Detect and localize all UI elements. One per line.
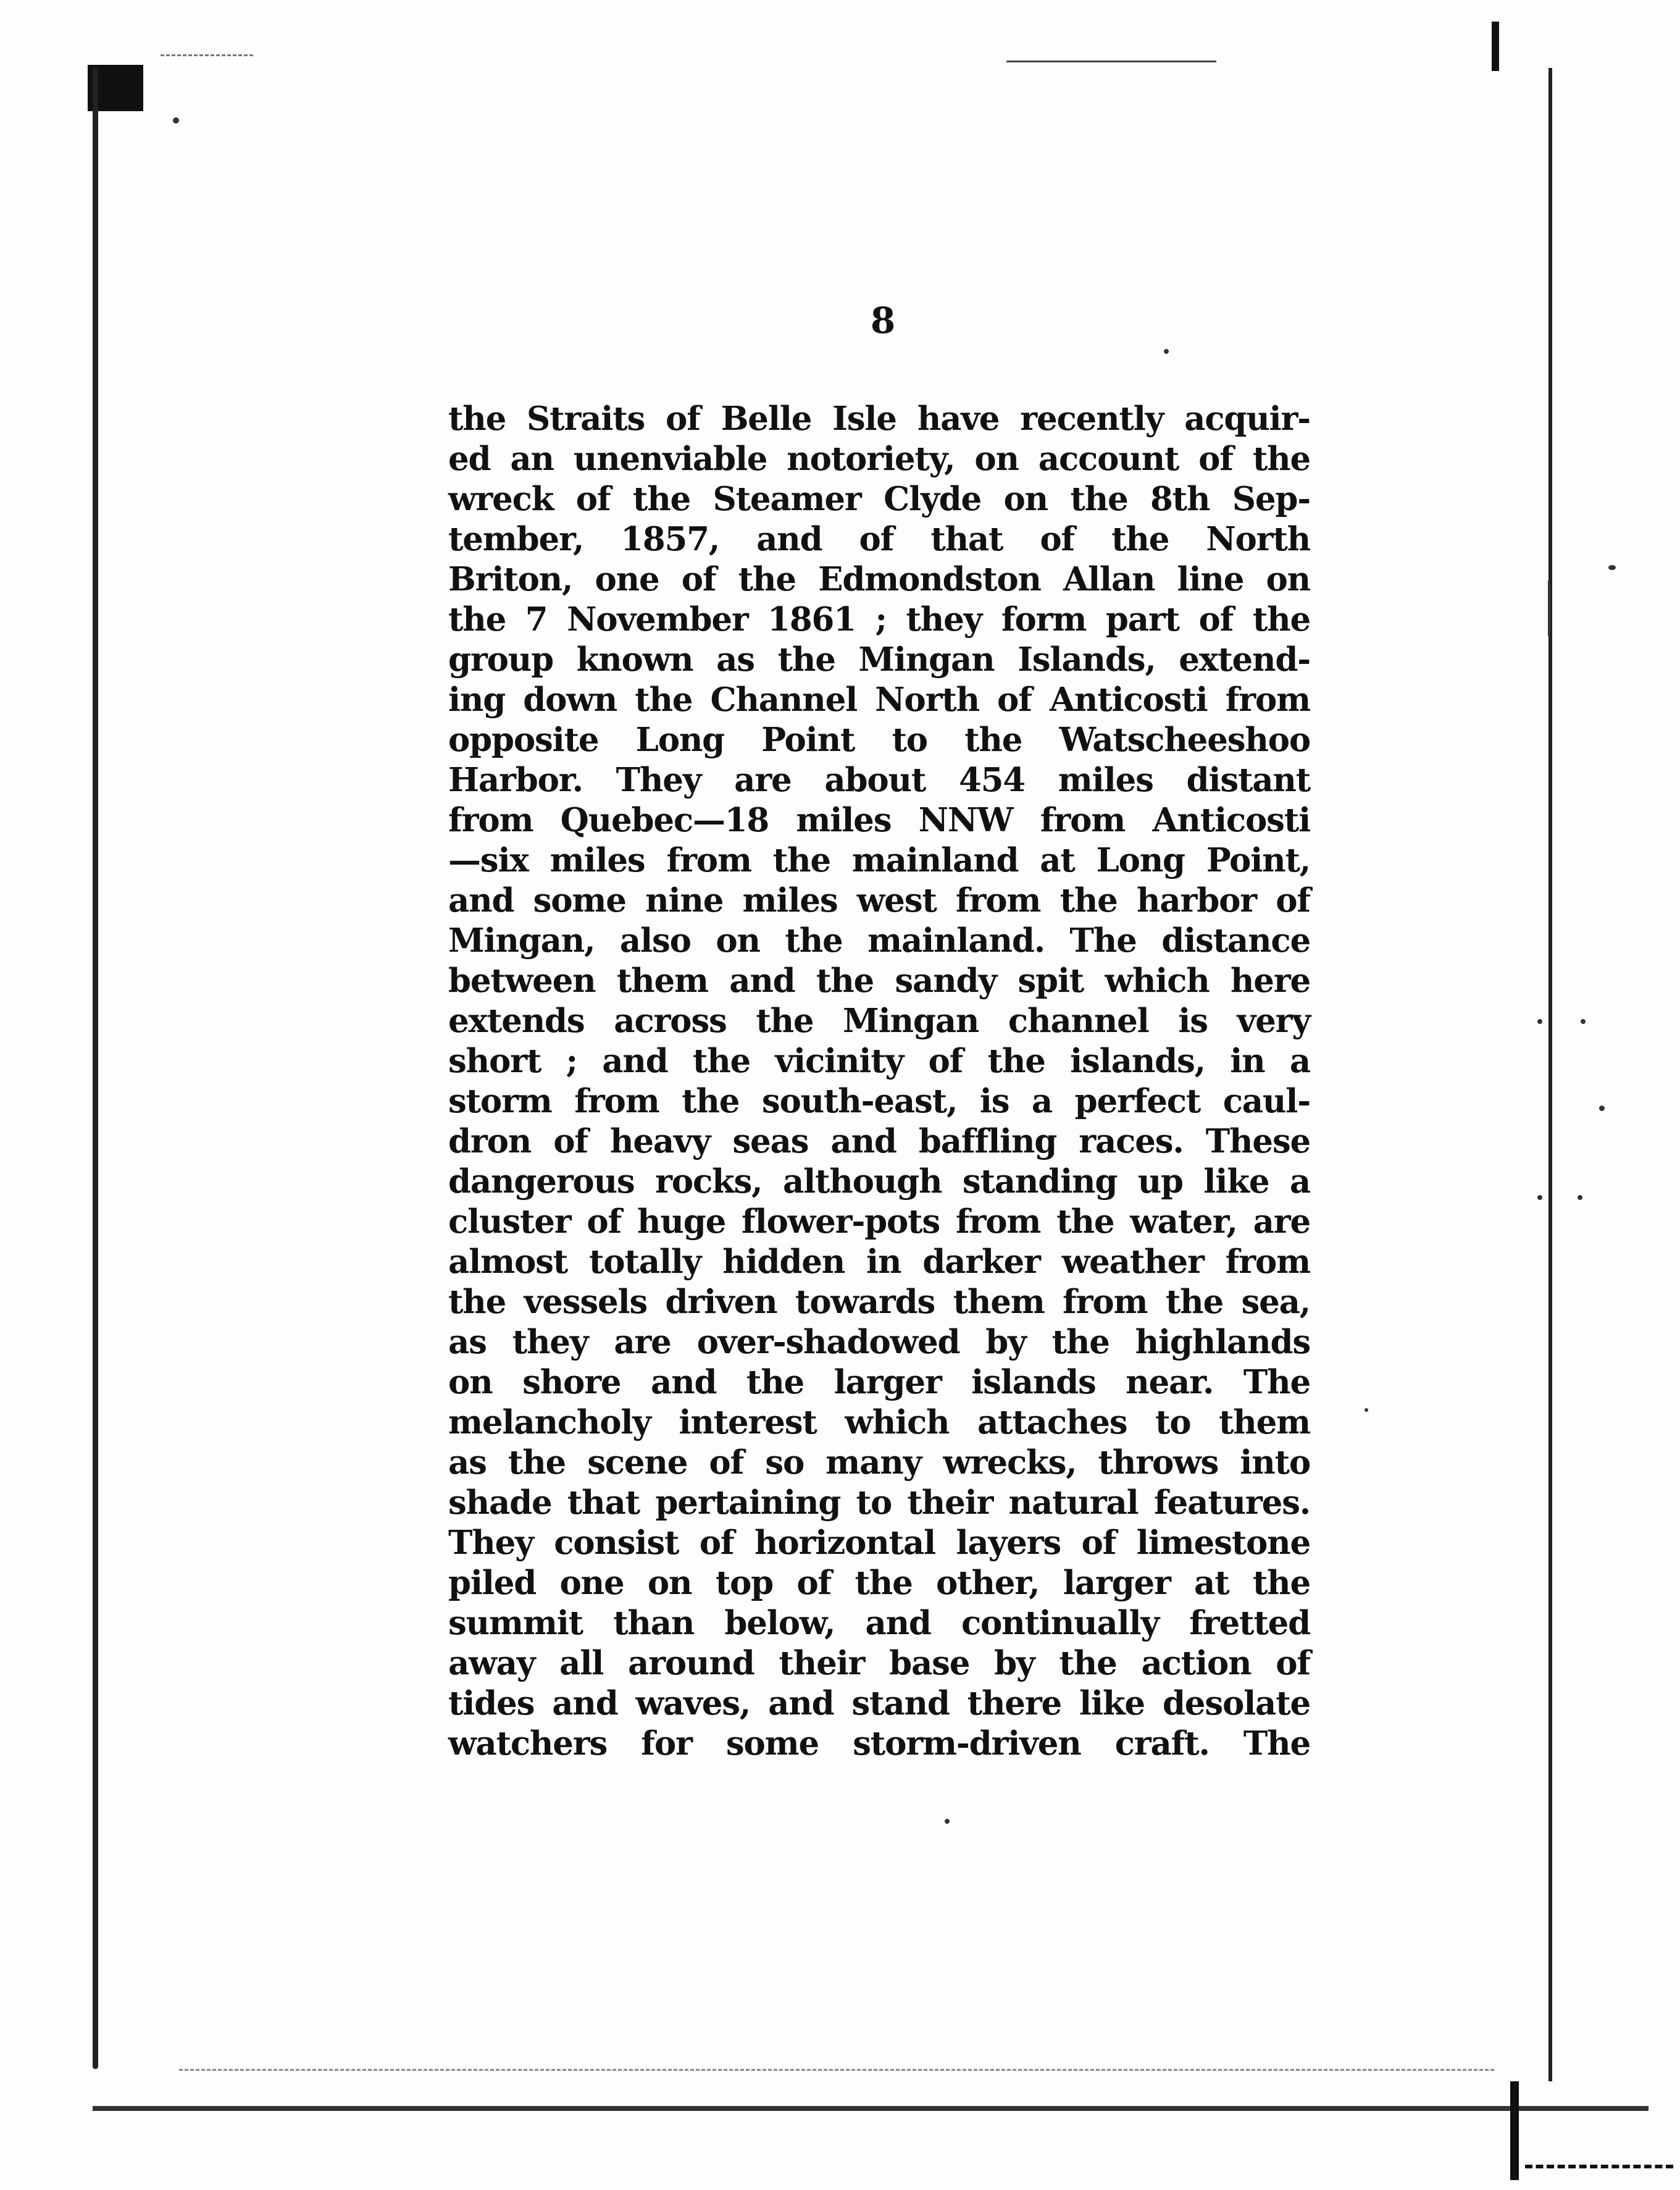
ink-speck [1537, 1195, 1542, 1200]
text-line: piled one on top of the other, larger at the [448, 1564, 1310, 1602]
text-line: They consist of horizontal layers of limestone [448, 1524, 1310, 1562]
text-line: wreck of the Steamer Clyde on the 8th Sep- [448, 480, 1310, 518]
page-number: 8 [870, 300, 896, 342]
text-line: away all around their base by the action of [448, 1644, 1310, 1682]
text-line: the vessels driven towards them from the sea, [448, 1283, 1310, 1321]
text-line: summit than below, and continually fretted [448, 1604, 1310, 1642]
text-line: —six miles from the mainland at Long Point, [448, 841, 1310, 879]
text-line: short ; and the vicinity of the islands, in a [448, 1042, 1310, 1080]
text-line: between them and the sandy spit which here [448, 962, 1310, 1000]
bottom-dashed-rule [179, 2069, 1494, 2072]
text-line: the Straits of Belle Isle have recently acquir- [448, 400, 1310, 438]
right-border-rule [1548, 68, 1552, 2081]
text-line: ed an unenviable notoriety, on account of the [448, 440, 1310, 478]
bottom-right-mark [1510, 2081, 1519, 2180]
text-line: Briton, one of the Edmondston Allan line on [448, 560, 1310, 598]
text-line: as the scene of so many wrecks, throws into [448, 1443, 1310, 1482]
bottom-border-rule [93, 2106, 1649, 2111]
text-line: dron of heavy seas and baffling races. These [448, 1122, 1310, 1160]
text-line: group known as the Mingan Islands, extend- [448, 640, 1310, 679]
ink-speck [1164, 349, 1169, 354]
text-line: tides and waves, and stand there like desolate [448, 1684, 1310, 1722]
text-line: Harbor. They are about 454 miles distant [448, 761, 1310, 799]
text-line: opposite Long Point to the Watscheeshoo [448, 721, 1310, 759]
ink-speck [945, 1819, 950, 1824]
text-line: and some nine miles west from the harbor of [448, 881, 1310, 920]
bottom-right-dashes [1525, 2165, 1673, 2171]
text-line: as they are over-shadowed by the highlands [448, 1323, 1310, 1361]
ink-speck [1578, 1195, 1582, 1200]
text-line: melancholy interest which attaches to them [448, 1403, 1310, 1441]
text-line: dangerous rocks, although standing up like a [448, 1162, 1310, 1201]
text-line: storm from the south-east, is a perfect caul- [448, 1082, 1310, 1120]
text-line: cluster of huge flower-pots from the water, are [448, 1202, 1310, 1241]
ink-speck [1599, 1105, 1605, 1111]
body-text [448, 399, 1310, 1764]
top-middle-rule [1006, 61, 1216, 62]
text-line: tember, 1857, and of that of the North [448, 520, 1310, 558]
text-line: on shore and the larger islands near. The [448, 1363, 1310, 1401]
ink-speck [173, 117, 179, 124]
ink-speck [1581, 1019, 1586, 1024]
text-line: ing down the Channel North of Anticosti from [448, 681, 1310, 719]
ink-speck [1364, 1408, 1368, 1412]
text-line: from Quebec—18 miles NNW from Anticosti [448, 801, 1310, 839]
text-line: extends across the Mingan channel is very [448, 1002, 1310, 1040]
right-margin-mark [1548, 581, 1550, 636]
top-left-dashed-rule [161, 54, 253, 57]
ink-speck [1537, 1019, 1542, 1024]
left-border-rule [93, 68, 98, 2069]
text-line: watchers for some storm-driven craft. The [448, 1724, 1310, 1763]
text-line: Mingan, also on the mainland. The distance [448, 921, 1310, 960]
text-line: the 7 November 1861 ; they form part of the [448, 600, 1310, 639]
text-line: almost totally hidden in darker weather from [448, 1243, 1310, 1281]
text-line: shade that pertaining to their natural features. [448, 1483, 1310, 1522]
ink-speck [1608, 565, 1616, 570]
top-right-mark [1492, 22, 1499, 71]
